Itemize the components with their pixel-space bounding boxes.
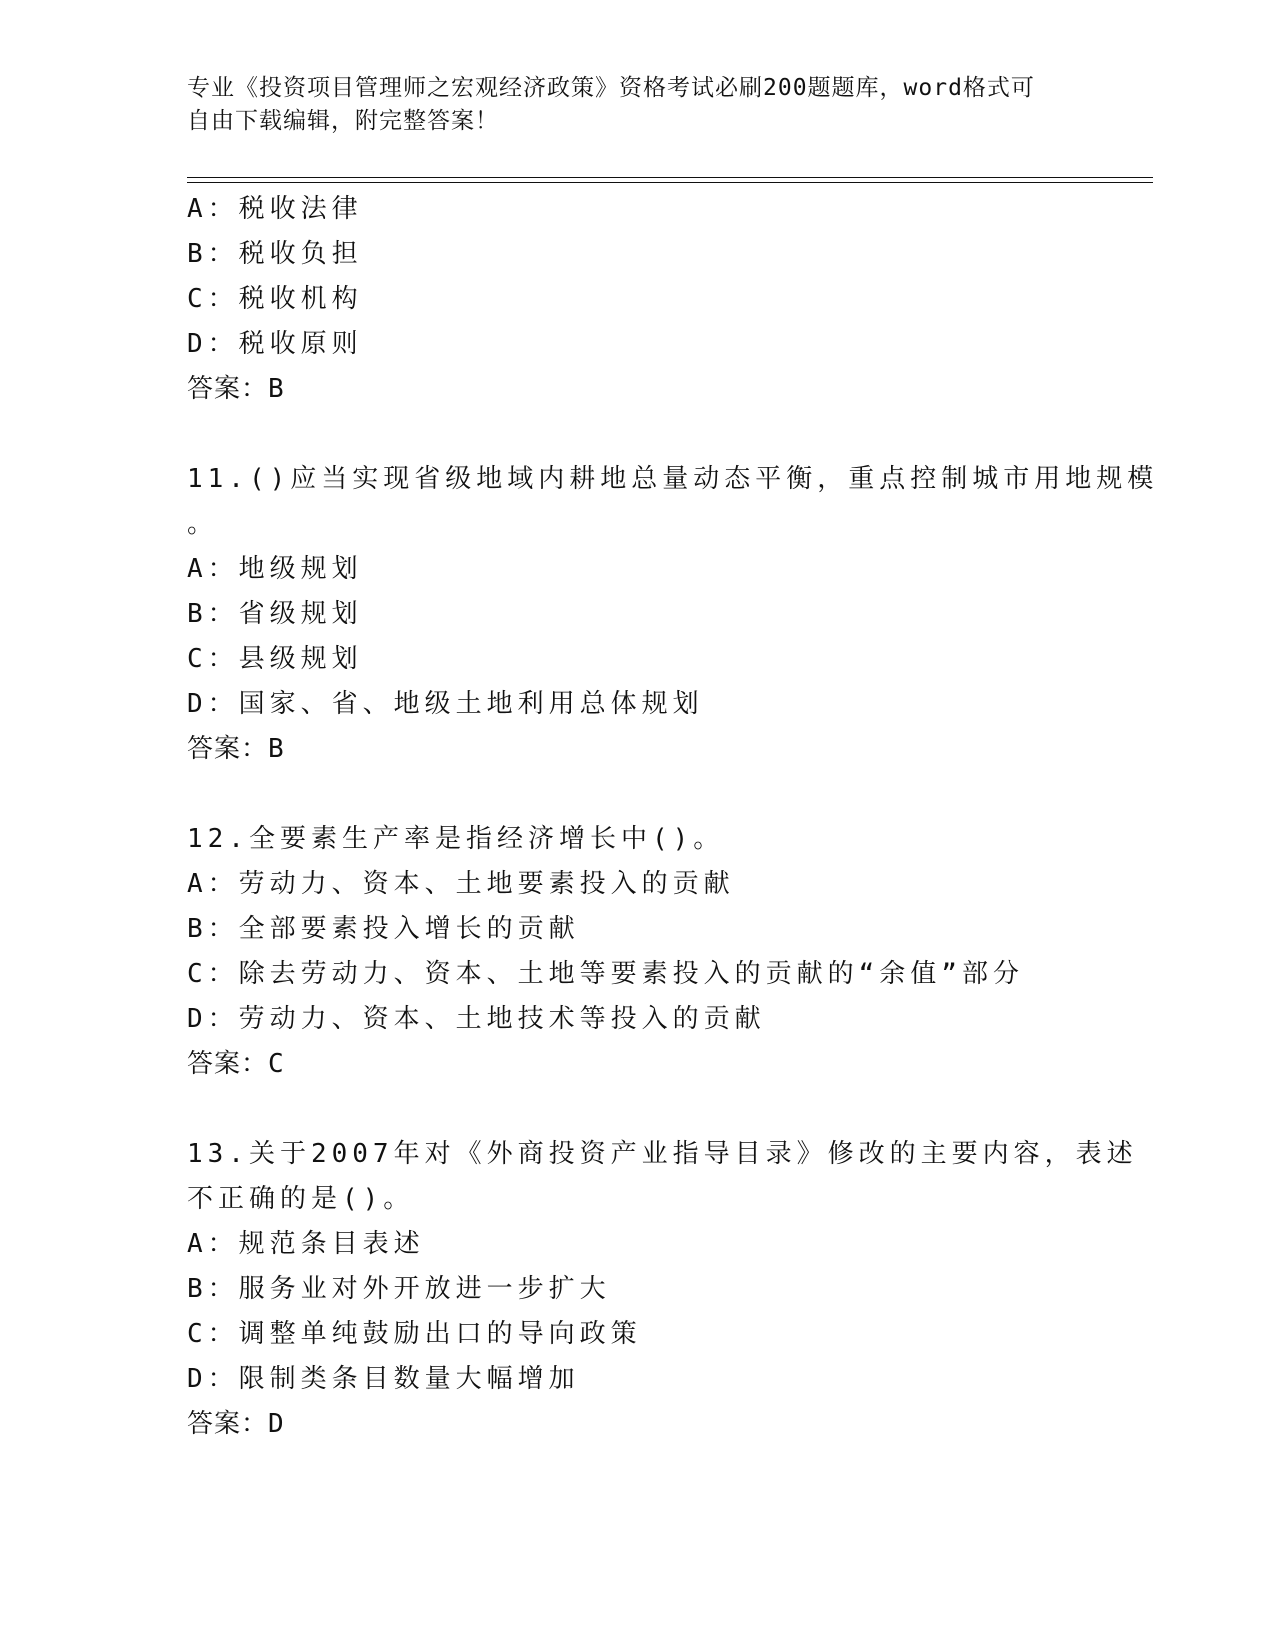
- q12-option-b: B：全部要素投入增长的贡献: [187, 914, 580, 944]
- q13-stem-line-1: 13.关于2007年对《外商投资产业指导目录》修改的主要内容，表述: [187, 1139, 1138, 1169]
- header-rule-bottom: [187, 182, 1153, 183]
- q10-answer: 答案：B: [187, 374, 285, 404]
- q10-option-a: A：税收法律: [187, 194, 363, 224]
- q11-option-b: B：省级规划: [187, 599, 363, 629]
- q13-option-c: C：调整单纯鼓励出口的导向政策: [187, 1319, 642, 1349]
- q12-option-a: A：劳动力、资本、土地要素投入的贡献: [187, 869, 735, 899]
- q12-option-c: C：除去劳动力、资本、土地等要素投入的贡献的“余值”部分: [187, 959, 1024, 989]
- header-line-2: 自由下载编辑，附完整答案！: [187, 108, 499, 134]
- document-header: [187, 72, 1087, 138]
- q11-answer: 答案：B: [187, 734, 285, 764]
- q13-option-d: D：限制类条目数量大幅增加: [187, 1364, 580, 1394]
- q11-option-c: C：县级规划: [187, 644, 363, 674]
- q12-stem-line-1: 12.全要素生产率是指经济增长中()。: [187, 824, 725, 854]
- q10-option-c: C：税收机构: [187, 284, 363, 314]
- q11-option-d: D：国家、省、地级土地利用总体规划: [187, 689, 704, 719]
- header-line-1: 专业《投资项目管理师之宏观经济政策》资格考试必刷200题题库，word格式可: [187, 75, 1035, 101]
- q11-stem-line-2: 。: [187, 509, 219, 539]
- q11-option-a: A：地级规划: [187, 554, 363, 584]
- q13-option-b: B：服务业对外开放进一步扩大: [187, 1274, 611, 1304]
- q13-stem-line-2: 不正确的是()。: [187, 1184, 415, 1214]
- q10-option-d: D：税收原则: [187, 329, 363, 359]
- header-rule-top: [187, 177, 1153, 178]
- q13-answer: 答案：D: [187, 1409, 285, 1439]
- q13-option-a: A：规范条目表述: [187, 1229, 425, 1259]
- q10-option-b: B：税收负担: [187, 239, 363, 269]
- q12-option-d: D：劳动力、资本、土地技术等投入的贡献: [187, 1004, 766, 1034]
- q12-answer: 答案：C: [187, 1049, 285, 1079]
- q11-stem-line-1: 11.()应当实现省级地域内耕地总量动态平衡，重点控制城市用地规模: [187, 464, 1159, 494]
